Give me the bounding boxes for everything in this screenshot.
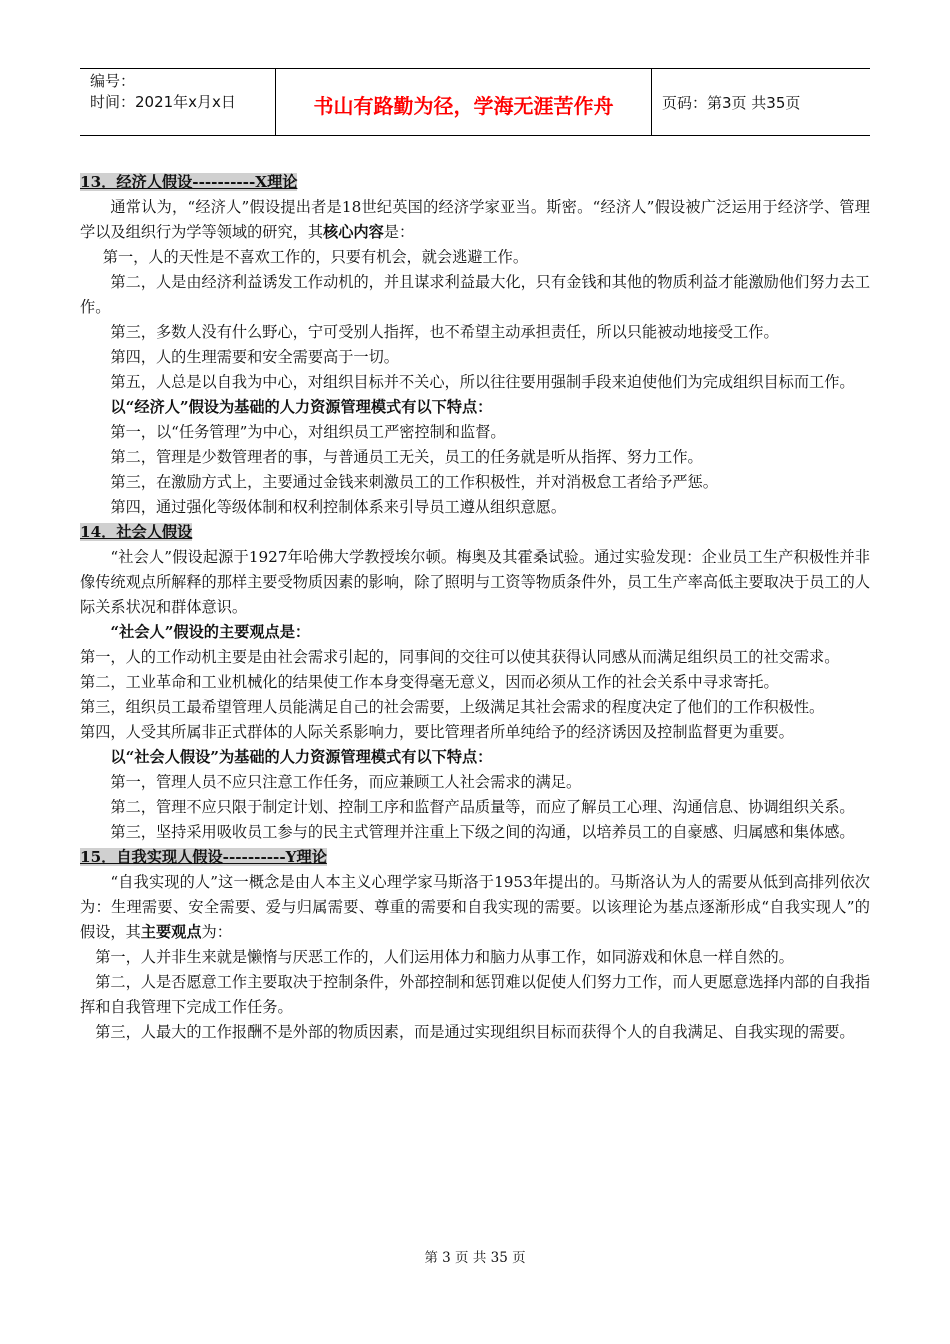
s13-mode-point-3: 第三，在激励方式上，主要通过金钱来刺激员工的工作积极性，并对消极怠工者给予严惩。	[110, 473, 718, 491]
s13-mode-title: 以“经济人”假设为基础的人力资源管理模式有以下特点：	[110, 398, 493, 416]
section-14-intro: “社会人”假设起源于1927年哈佛大学教授埃尔顿。梅奥及其霍桑试验。通过实验发现：企业员工生产积极性并非像传统观点所解释的那样主要受物质因素的影响，除了照明与工资等物质条件外，员工生产率高低主要取决于员工的人际关系状况和群体意识。	[80, 548, 870, 616]
s15-point-1: 第一，人并非生来就是懒惰与厌恶工作的，人们运用体力和脑力从事工作，如同游戏和休息一样自然的。	[95, 948, 794, 966]
s13-point-2: 第二，人是由经济利益诱发工作动机的，并且谋求利益最大化，只有金钱和其他的物质利益才能激励他们努力去工作。	[80, 273, 870, 316]
section-13-intro: 通常认为，“经济人”假设提出者是18世纪英国的经济学家亚当。斯密。“经济人”假设被广泛运用于经济学、管理学以及组织行为学等领域的研究，其核心内容是：	[80, 198, 870, 241]
header-page-label: 页码：第3页 共35页	[662, 93, 801, 112]
document-body	[80, 170, 870, 1045]
s13-point-1: 第一，人的天性是不喜欢工作的，只要有机会，就会逃避工作。	[102, 248, 529, 266]
s14-mode-title: 以“社会人假设”为基础的人力资源管理模式有以下特点：	[110, 748, 493, 766]
s13-mode-point-1: 第一，以“任务管理”为中心，对组织员工严密控制和监督。	[110, 423, 506, 441]
s14-mode-point-1: 第一，管理人员不应只注意工作任务，而应兼顾工人社会需求的满足。	[110, 773, 582, 791]
s13-mode-point-2: 第二，管理是少数管理者的事，与普通员工无关，员工的任务就是听从指挥、努力工作。	[110, 448, 703, 466]
section-15-intro: “自我实现的人”这一概念是由人本主义心理学家马斯洛于1953年提出的。马斯洛认为人的需要从低到高排列依次为：生理需要、安全需要、爱与归属需要、尊重的需要和自我实现的需要。以该理论为基点逐渐形成“自我实现人”的假设，其主要观点为：	[80, 873, 870, 941]
section-15-title: 15．自我实现人假设----------Y理论	[80, 848, 327, 866]
s15-point-3: 第三，人最大的工作报酬不是外部的物质因素，而是通过实现组织目标而获得个人的自我满足、自我实现的需要。	[95, 1023, 855, 1041]
s14-point-4: 第四，人受其所属非正式群体的人际关系影响力，要比管理者所单纯给予的经济诱因及控制监督更为重要。	[80, 723, 794, 741]
s13-point-3: 第三，多数人没有什么野心，宁可受别人指挥，也不希望主动承担责任，所以只能被动地接受工作。	[110, 323, 779, 341]
number-label: 编号：	[90, 72, 136, 90]
s15-point-2: 第二，人是否愿意工作主要取决于控制条件，外部控制和惩罚难以促使人们努力工作，而人更愿意选择内部的自我指挥和自我管理下完成工作任务。	[80, 973, 870, 1016]
s14-view-title: “社会人”假设的主要观点是：	[110, 623, 311, 641]
s13-mode-point-4: 第四，通过强化等级体制和权利控制体系来引导员工遵从组织意愿。	[110, 498, 567, 516]
section-14-title: 14．社会人假设	[80, 523, 193, 541]
s14-point-1: 第一，人的工作动机主要是由社会需求引起的，同事间的交往可以使其获得认同感从而满足组织员工的社交需求。	[80, 648, 840, 666]
s13-point-5: 第五，人总是以自我为中心，对组织目标并不关心，所以往往要用强制手段来迫使他们为完成组织目标而工作。	[110, 373, 855, 391]
header-motto: 书山有路勤为径，学海无涯苦作舟	[276, 69, 652, 135]
page-footer: 第 3 页 共 35 页	[424, 1250, 526, 1266]
s14-mode-point-3: 第三，坚持采用吸收员工参与的民主式管理并注重上下级之间的沟通，以培养员工的自豪感、归属感和集体感。	[110, 823, 855, 841]
section-13-title: 13．经济人假设----------X理论	[80, 173, 298, 191]
s14-point-2: 第二，工业革命和工业机械化的结果使工作本身变得毫无意义，因而必须从工作的社会关系中寻求寄托。	[80, 673, 779, 691]
s14-mode-point-2: 第二，管理不应只限于制定计划、控制工序和监督产品质量等，而应了解员工心理、沟通信息、协调组织关系。	[110, 798, 855, 816]
page-header	[80, 68, 870, 136]
time-label: 时间：2021年x月x日	[90, 93, 236, 111]
s13-point-4: 第四，人的生理需要和安全需要高于一切。	[110, 348, 399, 366]
s14-point-3: 第三，组织员工最希望管理人员能满足自己的社会需要，上级满足其社会需求的程度决定了他们的工作积极性。	[80, 698, 825, 716]
header-left-cell	[80, 69, 276, 135]
